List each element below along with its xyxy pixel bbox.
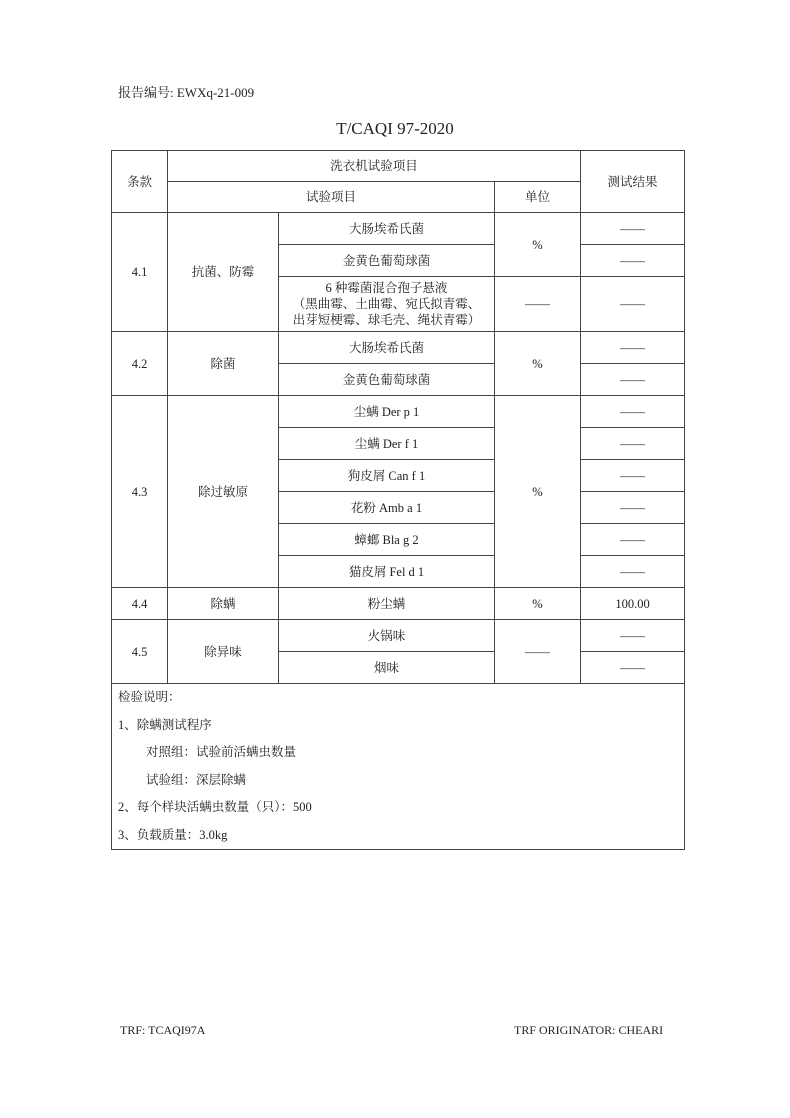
result-cell: —— — [581, 620, 685, 652]
header-clause: 条款 — [112, 151, 168, 213]
table-row — [112, 588, 685, 620]
note-1: 1、除螨测试程序 — [118, 717, 212, 732]
clause-cell: 4.5 — [112, 620, 168, 684]
result-cell: —— — [581, 428, 685, 460]
notes-row — [112, 684, 685, 850]
category-cell: 除过敏原 — [168, 396, 279, 588]
header-unit: 单位 — [495, 182, 581, 213]
item-cell: 狗皮屑 Can f 1 — [279, 460, 495, 492]
unit-cell: —— — [495, 277, 581, 332]
notes-cell — [112, 684, 685, 850]
mold-line-2: （黑曲霉、土曲霉、宛氏拟青霉、 — [292, 297, 481, 311]
footer-trf: TRF: TCAQI97A — [120, 1023, 206, 1037]
category-cell: 除菌 — [168, 332, 279, 396]
clause-cell: 4.1 — [112, 213, 168, 332]
result-cell: —— — [581, 396, 685, 428]
item-cell: 大肠埃希氏菌 — [279, 213, 495, 245]
unit-cell: —— — [495, 620, 581, 684]
category-cell: 除异味 — [168, 620, 279, 684]
item-cell: 大肠埃希氏菌 — [279, 332, 495, 364]
test-results-table — [111, 150, 685, 850]
footer-originator: TRF ORIGINATOR: CHEARI — [514, 1023, 664, 1037]
result-cell: —— — [581, 556, 685, 588]
item-cell: 尘螨 Der p 1 — [279, 396, 495, 428]
item-cell: 粉尘螨 — [279, 588, 495, 620]
result-cell: —— — [581, 332, 685, 364]
notes-title: 检验说明： — [118, 690, 181, 704]
clause-cell: 4.4 — [112, 588, 168, 620]
report-number: 报告编号: EWXq-21-009 — [118, 85, 255, 100]
clause-cell: 4.3 — [112, 396, 168, 588]
item-cell: 花粉 Amb a 1 — [279, 492, 495, 524]
item-cell: 猫皮屑 Fel d 1 — [279, 556, 495, 588]
result-cell: 100.00 — [581, 588, 685, 620]
unit-cell: % — [495, 332, 581, 396]
note-1b: 试验组：深层除螨 — [146, 772, 247, 787]
table-row — [112, 332, 685, 364]
item-cell: 蟑螂 Bla g 2 — [279, 524, 495, 556]
result-cell: —— — [581, 460, 685, 492]
result-cell: —— — [581, 277, 685, 332]
note-3: 3、负载质量：3.0kg — [118, 827, 228, 842]
item-cell: 金黄色葡萄球菌 — [279, 364, 495, 396]
table-row — [112, 213, 685, 245]
result-cell: —— — [581, 364, 685, 396]
result-cell: —— — [581, 245, 685, 277]
item-cell: 烟味 — [279, 652, 495, 684]
header-group: 洗衣机试验项目 — [168, 151, 581, 182]
result-cell: —— — [581, 213, 685, 245]
header-row-1 — [112, 151, 685, 182]
item-cell: 尘螨 Der f 1 — [279, 428, 495, 460]
note-1a: 对照组：试验前活螨虫数量 — [146, 745, 297, 759]
unit-cell: % — [495, 213, 581, 277]
unit-cell: % — [495, 396, 581, 588]
table-row — [112, 396, 685, 428]
clause-cell: 4.2 — [112, 332, 168, 396]
mold-line-1: 6 种霉菌混合孢子悬液 — [325, 281, 448, 295]
category-cell: 抗菌、防霉 — [168, 213, 279, 332]
standard-title: T/CAQI 97-2020 — [336, 119, 454, 138]
header-result: 测试结果 — [581, 151, 685, 213]
mold-line-3: 出芽短梗霉、球毛壳、绳状青霉） — [292, 313, 481, 327]
item-cell: 火锅味 — [279, 620, 495, 652]
table-row — [112, 620, 685, 652]
header-item: 试验项目 — [168, 182, 495, 213]
item-cell — [279, 277, 495, 332]
result-cell: —— — [581, 524, 685, 556]
unit-cell: % — [495, 588, 581, 620]
category-cell: 除螨 — [168, 588, 279, 620]
note-2: 2、每个样块活螨虫数量（只）：500 — [118, 800, 312, 814]
result-cell: —— — [581, 652, 685, 684]
result-cell: —— — [581, 492, 685, 524]
item-cell: 金黄色葡萄球菌 — [279, 245, 495, 277]
